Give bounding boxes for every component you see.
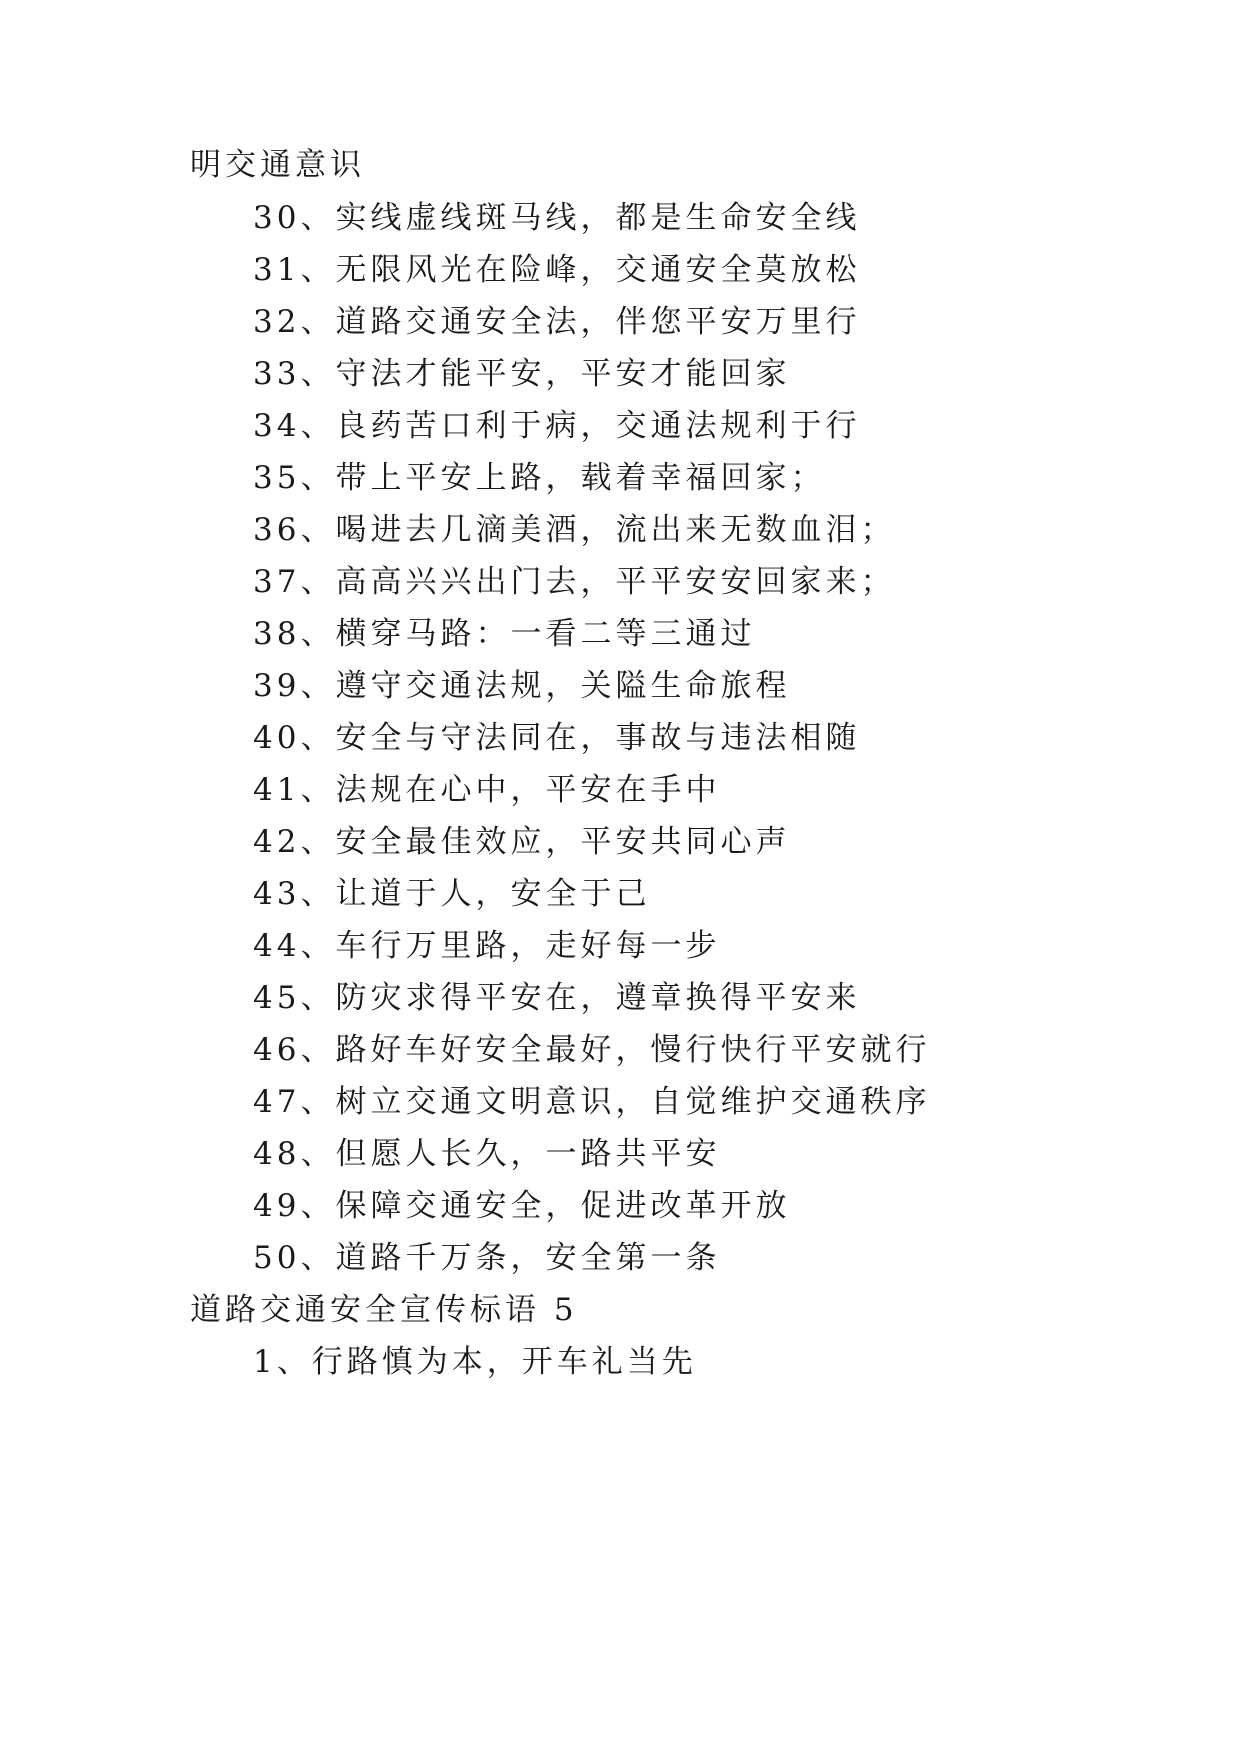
- slogan-item: 30、实线虚线斑马线，都是生命安全线: [253, 200, 861, 236]
- slogan-item: 50、道路千万条，安全第一条: [253, 1240, 721, 1276]
- slogan-item: 32、道路交通安全法，伴您平安万里行: [253, 304, 861, 340]
- slogan-item: 44、车行万里路，走好每一步: [253, 928, 721, 964]
- slogan-item: 41、法规在心中，平安在手中: [253, 772, 721, 808]
- slogan-item: 42、安全最佳效应，平安共同心声: [253, 824, 791, 860]
- slogan-item: 49、保障交通安全，促进改革开放: [253, 1188, 791, 1224]
- slogan-item: 34、良药苦口利于病，交通法规利于行: [253, 408, 861, 444]
- slogan-item: 31、无限风光在险峰，交通安全莫放松: [253, 252, 861, 288]
- slogan-item: 48、但愿人长久，一路共平安: [253, 1136, 721, 1172]
- slogan-item: 38、横穿马路：一看二等三通过: [253, 616, 756, 652]
- section-heading: 道路交通安全宣传标语 5: [190, 1292, 578, 1328]
- slogan-item: 46、路好车好安全最好，慢行快行平安就行: [253, 1032, 931, 1068]
- slogan-item: 1、行路慎为本，开车礼当先: [253, 1344, 697, 1380]
- slogan-item: 40、安全与守法同在，事故与违法相随: [253, 720, 861, 756]
- slogan-item: 35、带上平安上路，载着幸福回家；: [253, 460, 826, 496]
- slogan-item: 37、高高兴兴出门去，平平安安回家来；: [253, 564, 896, 600]
- slogan-item: 36、喝进去几滴美酒，流出来无数血泪；: [253, 512, 896, 548]
- slogan-item: 33、守法才能平安，平安才能回家: [253, 356, 791, 392]
- slogan-item: 39、遵守交通法规，关隘生命旅程: [253, 668, 791, 704]
- slogan-item: 45、防灾求得平安在，遵章换得平安来: [253, 980, 861, 1016]
- slogan-item: 43、让道于人，安全于己: [253, 876, 651, 912]
- continuation-text: 明交通意识: [190, 147, 365, 183]
- slogan-item: 47、树立交通文明意识，自觉维护交通秩序: [253, 1084, 931, 1120]
